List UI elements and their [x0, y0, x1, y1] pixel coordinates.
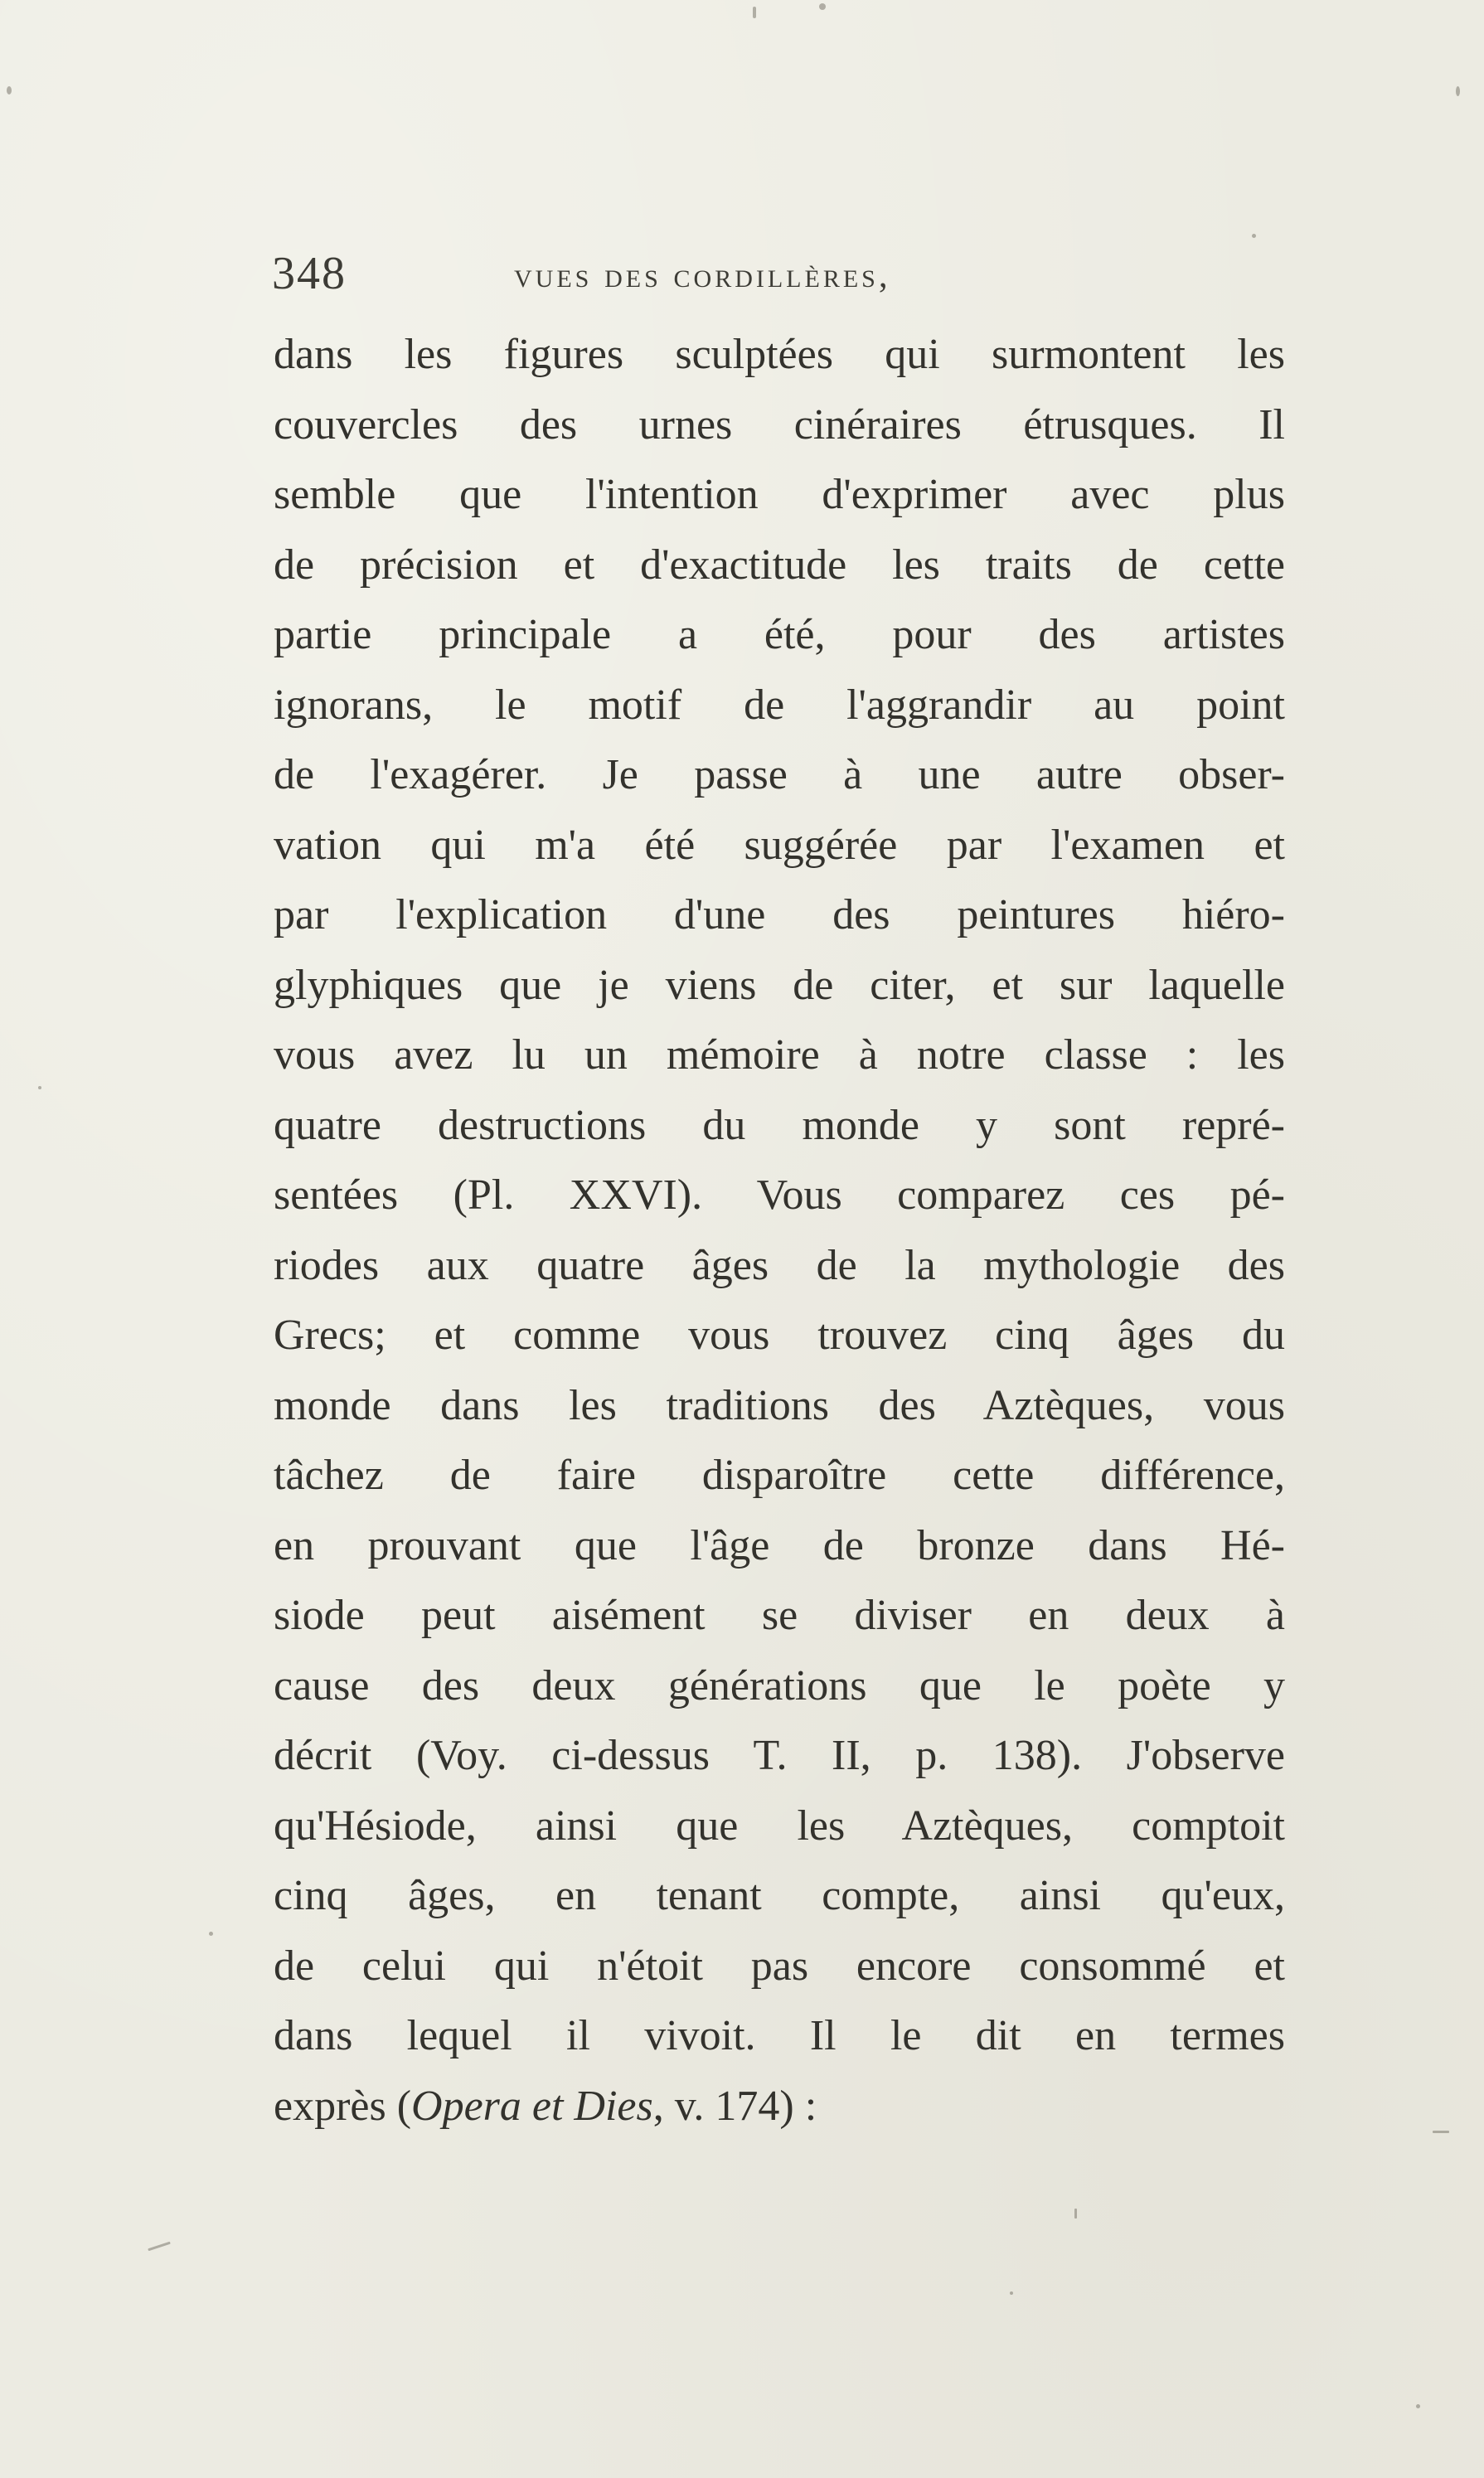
text-line: riodes aux quatre âges de la mythologie des: [274, 1241, 1285, 1289]
text-line: glyphiques que je viens de citer, et sur laquelle: [274, 961, 1285, 1009]
text-line: monde dans les traditions des Aztèques, vous: [274, 1381, 1285, 1429]
text-line: décrit (Voy. ci-dessus T. II, p. 138). J'observe: [274, 1732, 1285, 1779]
text-line: quatre destructions du monde y sont repré-: [274, 1101, 1285, 1149]
text-line: Grecs; et comme vous trouvez cinq âges du: [274, 1312, 1285, 1359]
text-line: en prouvant que l'âge de bronze dans Hé-: [274, 1521, 1285, 1569]
text-line: cinq âges, en tenant compte, ainsi qu'eux,: [274, 1872, 1285, 1919]
text-line: de l'exagérer. Je passe à une autre obser-: [274, 751, 1285, 798]
text-line: ignorans, le motif de l'aggrandir au point: [274, 681, 1285, 729]
text-line-final: [274, 2072, 1285, 2142]
text-line: partie principale a été, pour des artistes: [274, 611, 1285, 658]
text-line: par l'explication d'une des peintures hiéro-: [274, 891, 1285, 938]
paper-speck: [209, 1932, 213, 1936]
work-title: Opera et Dies: [411, 2082, 653, 2130]
paper-speck: [1416, 2404, 1420, 2408]
text-line: cause des deux générations que le poète y: [274, 1661, 1285, 1709]
page-number: 348: [272, 248, 347, 299]
paper-speck: [1074, 2209, 1077, 2219]
paper-speck: [1433, 2131, 1449, 2133]
body-text: [274, 320, 1285, 2141]
text-line: vation qui m'a été suggérée par l'examen et: [274, 821, 1285, 869]
text-line: couvercles des urnes cinéraires étrusques. Il: [274, 400, 1285, 449]
text-line: de celui qui n'étoit pas encore consommé et: [274, 1942, 1285, 1990]
text-line: dans les figures sculptées qui surmontent les: [274, 331, 1285, 378]
text-line: vous avez lu un mémoire à notre classe : les: [274, 1031, 1285, 1079]
paper-speck: [1252, 234, 1256, 238]
final-line-end: , v. 174) :: [652, 2082, 817, 2130]
text-line: qu'Hésiode, ainsi que les Aztèques, comptoit: [274, 1802, 1285, 1850]
paper-speck: [753, 7, 756, 18]
text-line: sentées (Pl. XXVI). Vous comparez ces pé-: [274, 1171, 1285, 1219]
paper-speck: [148, 2242, 171, 2252]
text-line: siode peut aisément se diviser en deux à: [274, 1592, 1285, 1639]
text-line: de précision et d'exactitude les traits de cette: [274, 541, 1285, 589]
text-line: semble que l'intention d'exprimer avec plus: [274, 471, 1285, 518]
paper-speck: [38, 1086, 41, 1089]
paper-speck: [819, 3, 826, 10]
running-header: [272, 240, 1217, 307]
final-line-start: exprès (: [274, 2082, 412, 2130]
text-line: tâchez de faire disparoître cette différence,: [274, 1452, 1285, 1499]
paper-speck: [1010, 2291, 1013, 2295]
paper-speck: [7, 86, 12, 95]
running-title: vues des cordillères,: [514, 256, 891, 295]
paper-speck: [1456, 86, 1460, 96]
text-line: dans lequel il vivoit. Il le dit en termes: [274, 2012, 1285, 2059]
